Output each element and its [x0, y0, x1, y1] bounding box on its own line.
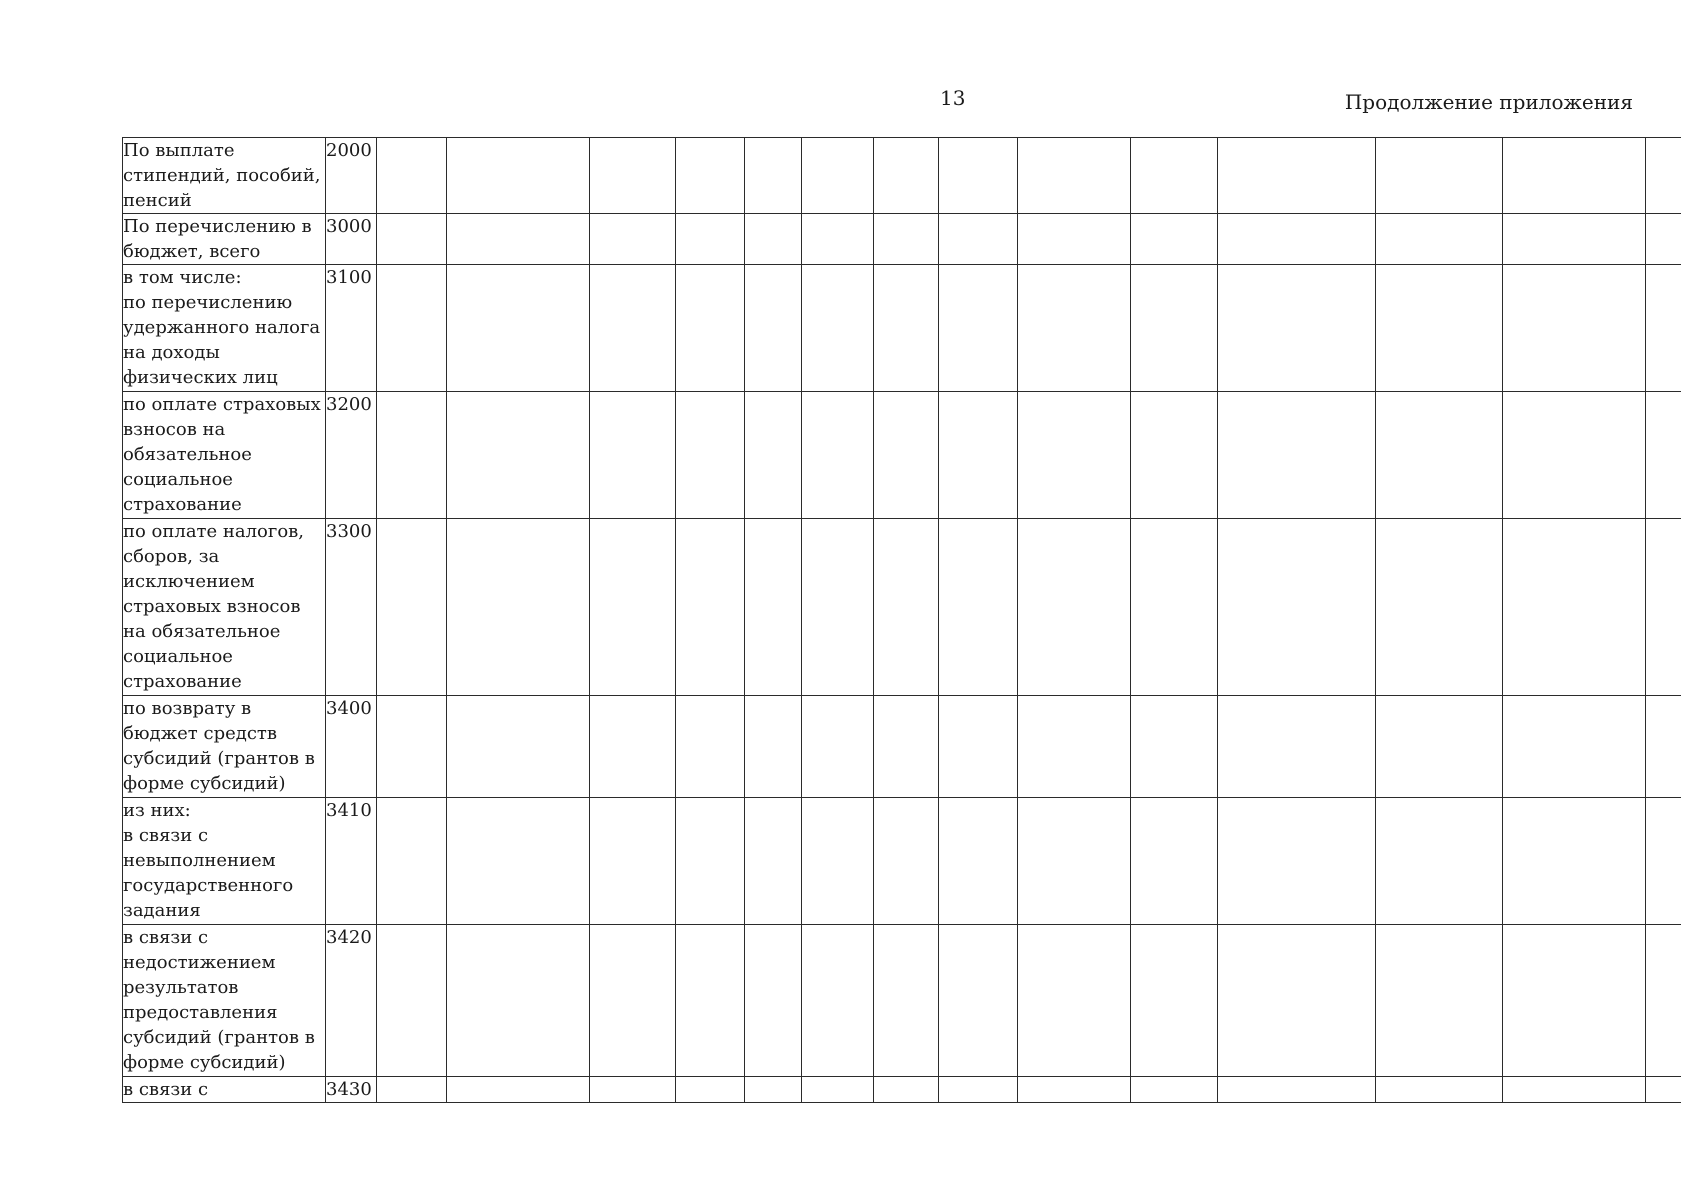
- table-row: [123, 798, 1681, 925]
- empty-cell[interactable]: [1218, 925, 1376, 1077]
- empty-cell[interactable]: [676, 1077, 745, 1103]
- empty-cell[interactable]: [1218, 138, 1376, 214]
- empty-cell[interactable]: [1503, 1077, 1646, 1103]
- empty-cell[interactable]: [939, 519, 1018, 696]
- empty-cell[interactable]: [1131, 519, 1218, 696]
- row-code: 3100: [326, 265, 377, 392]
- empty-cell[interactable]: [590, 392, 676, 519]
- empty-cell[interactable]: [939, 925, 1018, 1077]
- empty-cell[interactable]: [1131, 214, 1218, 265]
- empty-cell[interactable]: [1376, 392, 1503, 519]
- empty-cell[interactable]: [447, 214, 590, 265]
- empty-cell[interactable]: [590, 798, 676, 925]
- empty-cell[interactable]: [874, 696, 939, 798]
- empty-cell[interactable]: [377, 925, 447, 1077]
- empty-cell[interactable]: [802, 392, 874, 519]
- empty-cell[interactable]: [676, 696, 745, 798]
- empty-cell[interactable]: [1646, 214, 1681, 265]
- empty-cell[interactable]: [1503, 138, 1646, 214]
- empty-cell[interactable]: [676, 392, 745, 519]
- empty-cell[interactable]: [1218, 519, 1376, 696]
- empty-cell[interactable]: [1503, 265, 1646, 392]
- empty-cell[interactable]: [745, 519, 802, 696]
- row-label: По выплате стипендий, пособий, пенсий: [123, 138, 326, 214]
- row-code: 3410: [326, 798, 377, 925]
- empty-cell[interactable]: [802, 1077, 874, 1103]
- empty-cell[interactable]: [745, 214, 802, 265]
- empty-cell[interactable]: [1376, 138, 1503, 214]
- empty-cell[interactable]: [1218, 392, 1376, 519]
- empty-cell[interactable]: [1131, 1077, 1218, 1103]
- empty-cell[interactable]: [1376, 925, 1503, 1077]
- table-row: [123, 214, 1681, 265]
- empty-cell[interactable]: [1131, 696, 1218, 798]
- empty-cell[interactable]: [676, 265, 745, 392]
- row-code: 3430: [326, 1077, 377, 1103]
- empty-cell[interactable]: [939, 138, 1018, 214]
- empty-cell[interactable]: [802, 214, 874, 265]
- empty-cell[interactable]: [802, 265, 874, 392]
- empty-cell[interactable]: [1376, 798, 1503, 925]
- empty-cell[interactable]: [939, 1077, 1018, 1103]
- table-row: [123, 925, 1681, 1077]
- empty-cell[interactable]: [1503, 925, 1646, 1077]
- table-row: [123, 1077, 1681, 1103]
- empty-cell[interactable]: [447, 1077, 590, 1103]
- table-row: [123, 138, 1681, 214]
- empty-cell[interactable]: [1646, 925, 1681, 1077]
- row-label: По перечислению в бюджет, всего: [123, 214, 326, 265]
- empty-cell[interactable]: [1646, 696, 1681, 798]
- empty-cell[interactable]: [377, 696, 447, 798]
- empty-cell[interactable]: [590, 265, 676, 392]
- empty-cell[interactable]: [874, 798, 939, 925]
- continuation-label: Продолжение приложения: [1344, 90, 1633, 114]
- row-label: в связи с: [123, 1077, 326, 1103]
- empty-cell[interactable]: [676, 925, 745, 1077]
- row-label: по возврату в бюджет средств субсидий (грантов в форме субсидий): [123, 696, 326, 798]
- row-label: из них: в связи с невыполнением государственного задания: [123, 798, 326, 925]
- empty-cell[interactable]: [377, 214, 447, 265]
- empty-cell[interactable]: [676, 214, 745, 265]
- empty-cell[interactable]: [1503, 798, 1646, 925]
- empty-cell[interactable]: [1503, 214, 1646, 265]
- empty-cell[interactable]: [1018, 798, 1131, 925]
- table-row: [123, 392, 1681, 519]
- empty-cell[interactable]: [377, 265, 447, 392]
- empty-cell[interactable]: [1646, 1077, 1681, 1103]
- table-row: [123, 519, 1681, 696]
- empty-cell[interactable]: [802, 519, 874, 696]
- empty-cell[interactable]: [447, 265, 590, 392]
- row-label: в том числе: по перечислению удержанного налога на доходы физических лиц: [123, 265, 326, 392]
- empty-cell[interactable]: [939, 265, 1018, 392]
- empty-cell[interactable]: [745, 696, 802, 798]
- empty-cell[interactable]: [1376, 265, 1503, 392]
- empty-cell[interactable]: [1646, 519, 1681, 696]
- empty-cell[interactable]: [745, 798, 802, 925]
- row-code: 3000: [326, 214, 377, 265]
- row-code: 3300: [326, 519, 377, 696]
- empty-cell[interactable]: [874, 925, 939, 1077]
- row-code: 3200: [326, 392, 377, 519]
- empty-cell[interactable]: [1218, 696, 1376, 798]
- empty-cell[interactable]: [1131, 265, 1218, 392]
- table-row: [123, 696, 1681, 798]
- empty-cell[interactable]: [590, 696, 676, 798]
- empty-cell[interactable]: [939, 392, 1018, 519]
- row-code: 2000: [326, 138, 377, 214]
- empty-cell[interactable]: [1503, 696, 1646, 798]
- empty-cell[interactable]: [802, 696, 874, 798]
- empty-cell[interactable]: [377, 798, 447, 925]
- table-body: [123, 138, 1681, 1103]
- empty-cell[interactable]: [590, 138, 676, 214]
- empty-cell[interactable]: [1018, 519, 1131, 696]
- empty-cell[interactable]: [1131, 138, 1218, 214]
- empty-cell[interactable]: [377, 392, 447, 519]
- empty-cell[interactable]: [1018, 138, 1131, 214]
- empty-cell[interactable]: [874, 138, 939, 214]
- empty-cell[interactable]: [745, 265, 802, 392]
- empty-cell[interactable]: [1218, 798, 1376, 925]
- empty-cell[interactable]: [1376, 519, 1503, 696]
- empty-cell[interactable]: [447, 519, 590, 696]
- empty-cell[interactable]: [1018, 214, 1131, 265]
- empty-cell[interactable]: [745, 392, 802, 519]
- empty-cell[interactable]: [1131, 798, 1218, 925]
- empty-cell[interactable]: [874, 214, 939, 265]
- empty-cell[interactable]: [590, 925, 676, 1077]
- empty-cell[interactable]: [745, 138, 802, 214]
- empty-cell[interactable]: [939, 696, 1018, 798]
- empty-cell[interactable]: [802, 798, 874, 925]
- empty-cell[interactable]: [1376, 1077, 1503, 1103]
- table-row: [123, 265, 1681, 392]
- empty-cell[interactable]: [1646, 138, 1681, 214]
- empty-cell[interactable]: [1018, 925, 1131, 1077]
- empty-cell[interactable]: [676, 798, 745, 925]
- empty-cell[interactable]: [874, 265, 939, 392]
- empty-cell[interactable]: [1131, 392, 1218, 519]
- empty-cell[interactable]: [1218, 214, 1376, 265]
- empty-cell[interactable]: [1218, 265, 1376, 392]
- empty-cell[interactable]: [590, 519, 676, 696]
- empty-cell[interactable]: [676, 138, 745, 214]
- empty-cell[interactable]: [1646, 798, 1681, 925]
- empty-cell[interactable]: [447, 696, 590, 798]
- empty-cell[interactable]: [1018, 696, 1131, 798]
- page-number: 13: [940, 86, 966, 110]
- empty-cell[interactable]: [1131, 925, 1218, 1077]
- empty-cell[interactable]: [447, 138, 590, 214]
- empty-cell[interactable]: [377, 138, 447, 214]
- empty-cell[interactable]: [802, 138, 874, 214]
- empty-cell[interactable]: [874, 392, 939, 519]
- empty-cell[interactable]: [745, 1077, 802, 1103]
- empty-cell[interactable]: [1376, 696, 1503, 798]
- empty-cell[interactable]: [1503, 519, 1646, 696]
- row-code: 3400: [326, 696, 377, 798]
- empty-cell[interactable]: [1018, 1077, 1131, 1103]
- empty-cell[interactable]: [377, 1077, 447, 1103]
- empty-cell[interactable]: [874, 519, 939, 696]
- empty-cell[interactable]: [447, 392, 590, 519]
- empty-cell[interactable]: [1376, 214, 1503, 265]
- empty-cell[interactable]: [676, 519, 745, 696]
- empty-cell[interactable]: [590, 214, 676, 265]
- row-label: в связи с недостижением результатов предоставления субсидий (грантов в форме субсидий): [123, 925, 326, 1077]
- empty-cell[interactable]: [590, 1077, 676, 1103]
- empty-cell[interactable]: [939, 214, 1018, 265]
- empty-cell[interactable]: [447, 798, 590, 925]
- empty-cell[interactable]: [939, 798, 1018, 925]
- row-label: по оплате страховых взносов на обязательное социальное страхование: [123, 392, 326, 519]
- form-table: [122, 137, 1681, 1103]
- empty-cell[interactable]: [1646, 392, 1681, 519]
- empty-cell[interactable]: [377, 519, 447, 696]
- row-code: 3420: [326, 925, 377, 1077]
- empty-cell[interactable]: [1218, 1077, 1376, 1103]
- empty-cell[interactable]: [745, 925, 802, 1077]
- empty-cell[interactable]: [802, 925, 874, 1077]
- empty-cell[interactable]: [1018, 265, 1131, 392]
- empty-cell[interactable]: [1646, 265, 1681, 392]
- row-label: по оплате налогов, сборов, за исключением страховых взносов на обязательное социальное страхование: [123, 519, 326, 696]
- empty-cell[interactable]: [1018, 392, 1131, 519]
- empty-cell[interactable]: [1503, 392, 1646, 519]
- empty-cell[interactable]: [447, 925, 590, 1077]
- empty-cell[interactable]: [874, 1077, 939, 1103]
